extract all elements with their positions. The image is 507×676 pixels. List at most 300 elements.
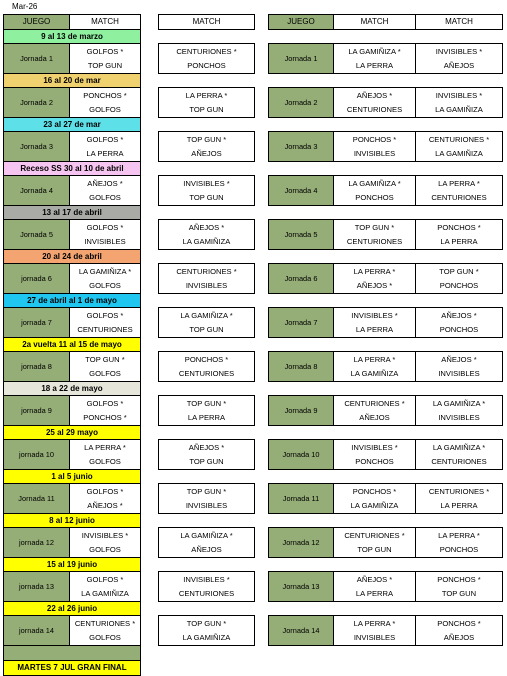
gap-cell [255, 528, 269, 558]
gap-cell [141, 308, 159, 338]
away-team: TOP GUN [189, 192, 224, 202]
blank-cell [334, 602, 416, 616]
home-team: CENTURIONES * [428, 134, 490, 144]
jornada-label-right: Jornada 3 [269, 132, 334, 162]
dates-row [4, 206, 503, 220]
blank-cell [416, 206, 503, 220]
header-match-1: MATCH [70, 15, 141, 30]
match-cell-4 [416, 132, 503, 162]
dates-row [4, 426, 503, 440]
away-team: CENTURIONES [346, 104, 403, 114]
home-team: INVISIBLES * [351, 442, 398, 452]
gap-cell [141, 220, 159, 250]
match-cell-1 [70, 484, 141, 514]
blank-cell [141, 206, 159, 220]
away-team: PONCHOS [439, 280, 479, 290]
jornada-label-left: Jornada 1 [4, 44, 70, 74]
blank-cell [255, 338, 269, 352]
away-team: GOLFOS [89, 544, 121, 554]
blank-cell [334, 74, 416, 88]
home-team: GOLFOS * [86, 574, 124, 584]
blank-cell [255, 74, 269, 88]
blank-cell [269, 514, 334, 528]
home-team: PONCHOS * [83, 90, 127, 100]
match-cell-1 [70, 440, 141, 470]
blank-cell [334, 338, 416, 352]
header-row [4, 15, 503, 30]
match-row [4, 396, 503, 426]
match-cell-3 [334, 264, 416, 294]
dates-row [4, 514, 503, 528]
match-row [4, 616, 503, 646]
gap-cell [141, 132, 159, 162]
home-team: LA PERRA * [438, 178, 480, 188]
home-team: INVISIBLES * [183, 178, 230, 188]
home-team: INVISIBLES * [435, 46, 483, 56]
blank-cell [141, 558, 159, 572]
match-cell-1 [70, 352, 141, 382]
match-row [4, 572, 503, 602]
home-team: PONCHOS * [352, 134, 397, 144]
away-team: TOP GUN [189, 456, 224, 466]
away-team: GOLFOS [89, 368, 121, 378]
away-team: LA PERRA [187, 412, 226, 422]
blank-cell [141, 426, 159, 440]
match-cell-3 [334, 572, 416, 602]
blank-cell [334, 382, 416, 396]
dates-label: 25 al 29 mayo [4, 426, 141, 440]
jornada-label-right: Jornada 9 [269, 396, 334, 426]
away-team: AÑEJOS [359, 412, 390, 422]
dates-label: 15 al 19 junio [4, 558, 141, 572]
gap-cell [255, 308, 269, 338]
blank-cell [269, 602, 334, 616]
gap-cell [141, 528, 159, 558]
dates-row [4, 162, 503, 176]
match-cell-4 [416, 572, 503, 602]
blank-cell [416, 74, 503, 88]
home-team: PONCHOS * [437, 222, 481, 232]
away-team: LA GAMIÑIZA [350, 368, 399, 378]
blank-cell [159, 514, 255, 528]
blank-cell [159, 338, 255, 352]
home-team: TOP GUN * [186, 486, 227, 496]
away-team: TOP GUN [441, 588, 477, 598]
blank-cell [269, 294, 334, 308]
dates-row [4, 30, 503, 44]
blank-cell [334, 470, 416, 484]
match-cell-1 [70, 88, 141, 118]
away-team: LA PERRA [355, 60, 394, 70]
blank-cell [159, 118, 255, 132]
home-team: INVISIBLES * [435, 90, 483, 100]
final-row [4, 661, 503, 676]
away-team: TOP GUN [189, 104, 224, 114]
blank-cell [416, 118, 503, 132]
gap-cell [255, 572, 269, 602]
match-cell-1 [70, 176, 141, 206]
blank-cell [334, 514, 416, 528]
match-cell-3 [334, 308, 416, 338]
blank-cell [255, 30, 269, 44]
blank-cell [334, 118, 416, 132]
gap-cell [255, 88, 269, 118]
home-team: TOP GUN * [85, 354, 125, 364]
jornada-label-right: Jornada 11 [269, 484, 334, 514]
jornada-label-right: Jornada 2 [269, 88, 334, 118]
blank-cell [159, 250, 255, 264]
header-juego-left: JUEGO [4, 15, 70, 30]
blank-cell [255, 602, 269, 616]
blank-cell [269, 382, 334, 396]
dates-row [4, 74, 503, 88]
jornada-label-left: jornada 6 [4, 264, 70, 294]
blank-cell [255, 426, 269, 440]
blank-cell [269, 162, 334, 176]
away-team: LA GAMIÑIZA [182, 632, 231, 642]
jornada-label-right: Jornada 1 [269, 44, 334, 74]
gap-cell [255, 352, 269, 382]
gap-cell [255, 264, 269, 294]
gap-cell [141, 572, 159, 602]
blank-cell [141, 646, 159, 661]
match-cell-3 [334, 352, 416, 382]
match-cell-3 [334, 484, 416, 514]
match-cell-1 [70, 220, 141, 250]
away-team: LA GAMIÑIZA [81, 588, 129, 598]
home-team: LA PERRA * [353, 266, 396, 276]
home-team: GOLFOS * [86, 222, 124, 232]
header-match-4: MATCH [416, 15, 503, 30]
match-cell-1 [70, 396, 141, 426]
match-cell-4 [416, 396, 503, 426]
jornada-label-right: Jornada 12 [269, 528, 334, 558]
match-cell-4 [416, 44, 503, 74]
header-match-2: MATCH [159, 15, 255, 30]
blank-cell [269, 661, 334, 676]
home-team: AÑEJOS * [87, 178, 123, 188]
match-row [4, 440, 503, 470]
home-team: CENTURIONES * [176, 266, 237, 276]
jornada-label-left: jornada 12 [4, 528, 70, 558]
match-cell-4 [416, 308, 503, 338]
home-team: INVISIBLES * [81, 530, 129, 540]
dates-row [4, 250, 503, 264]
blank-cell [141, 602, 159, 616]
blank-cell [269, 558, 334, 572]
blank-cell [159, 74, 255, 88]
away-team: LA GAMIÑIZA [435, 104, 483, 114]
match-row [4, 44, 503, 74]
blank-cell [255, 470, 269, 484]
away-team: CENTURIONES [346, 236, 403, 246]
match-cell-2 [159, 484, 255, 514]
home-team: TOP GUN * [186, 618, 227, 628]
gap-cell [255, 396, 269, 426]
dates-row [4, 602, 503, 616]
blank-cell [269, 30, 334, 44]
schedule-table [3, 14, 503, 676]
match-row [4, 132, 503, 162]
match-row [4, 484, 503, 514]
match-cell-2 [159, 352, 255, 382]
blank-cell [159, 206, 255, 220]
home-team: CENTURIONES * [176, 46, 237, 56]
match-cell-2 [159, 572, 255, 602]
blank-cell [416, 514, 503, 528]
home-team: INVISIBLES * [351, 310, 398, 320]
home-team: AÑEJOS * [356, 574, 393, 584]
blank-cell [416, 30, 503, 44]
away-team: PONCHOS [439, 544, 479, 554]
blank-cell [416, 426, 503, 440]
blank-cell [255, 646, 269, 661]
match-cell-4 [416, 440, 503, 470]
blank-cell [269, 250, 334, 264]
blank-cell [141, 382, 159, 396]
match-row [4, 88, 503, 118]
home-team: GOLFOS * [86, 398, 124, 408]
blank-cell [416, 558, 503, 572]
match-cell-1 [70, 308, 141, 338]
blank-cell [255, 558, 269, 572]
blank-cell [141, 250, 159, 264]
away-team: GOLFOS [89, 104, 121, 114]
match-cell-3 [334, 616, 416, 646]
dates-row [4, 118, 503, 132]
gap-cell [141, 44, 159, 74]
blank-cell [141, 74, 159, 88]
away-team: CENTURIONES [77, 324, 133, 334]
match-cell-2 [159, 440, 255, 470]
match-row [4, 264, 503, 294]
match-cell-4 [416, 616, 503, 646]
dates-row [4, 558, 503, 572]
home-team: LA GAMIÑIZA * [348, 178, 401, 188]
home-team: AÑEJOS * [441, 354, 477, 364]
match-row [4, 308, 503, 338]
away-team: GOLFOS [89, 192, 121, 202]
match-cell-1 [70, 572, 141, 602]
jornada-label-right: Jornada 14 [269, 616, 334, 646]
dates-label: 1 al 5 junio [4, 470, 141, 484]
blank-cell [141, 514, 159, 528]
match-cell-4 [416, 352, 503, 382]
away-team: LA PERRA [86, 148, 124, 158]
blank-cell [255, 382, 269, 396]
away-team: AÑEJOS * [356, 280, 393, 290]
home-team: GOLFOS * [86, 134, 124, 144]
home-team: TOP GUN * [439, 266, 479, 276]
jornada-label-right: Jornada 6 [269, 264, 334, 294]
home-team: TOP GUN * [354, 222, 395, 232]
dates-label: 2a vuelta 11 al 15 de mayo [4, 338, 141, 352]
jornada-label-right: Jornada 13 [269, 572, 334, 602]
blank-cell [416, 250, 503, 264]
away-team: LA GAMIÑIZA [435, 148, 483, 158]
blank-cell [269, 118, 334, 132]
match-cell-2 [159, 132, 255, 162]
home-team: GOLFOS * [86, 310, 124, 320]
blank-cell [255, 206, 269, 220]
away-team: TOP GUN [189, 324, 224, 334]
home-team: PONCHOS * [437, 574, 481, 584]
match-row [4, 352, 503, 382]
away-team: PONCHOS [439, 324, 479, 334]
dates-label: 27 de abril al 1 de mayo [4, 294, 141, 308]
home-team: LA GAMIÑIZA * [432, 442, 486, 452]
blank-cell [334, 30, 416, 44]
final-label: MARTES 7 JUL GRAN FINAL [4, 661, 141, 676]
away-team: PONCHOS [355, 192, 394, 202]
blank-cell [334, 206, 416, 220]
match-cell-4 [416, 484, 503, 514]
home-team: AÑEJOS * [356, 90, 393, 100]
home-team: PONCHOS * [437, 618, 481, 628]
blank-cell [334, 294, 416, 308]
home-team: PONCHOS * [352, 486, 397, 496]
jornada-label-right: Jornada 4 [269, 176, 334, 206]
blank-cell [416, 661, 503, 676]
gap-cell [255, 484, 269, 514]
blank-cell [159, 30, 255, 44]
gap-cell [255, 132, 269, 162]
jornada-label-left: Jornada 5 [4, 220, 70, 250]
blank-cell [141, 118, 159, 132]
match-row [4, 528, 503, 558]
gap-cell [141, 352, 159, 382]
home-team: LA PERRA * [185, 90, 228, 100]
jornada-label-left: jornada 8 [4, 352, 70, 382]
match-cell-3 [334, 176, 416, 206]
dates-row [4, 470, 503, 484]
away-team: CENTURIONES [178, 588, 235, 598]
jornada-label-left: Jornada 4 [4, 176, 70, 206]
blank-cell [416, 294, 503, 308]
home-team: TOP GUN * [186, 134, 227, 144]
match-cell-3 [334, 220, 416, 250]
blank-cell [159, 426, 255, 440]
jornada-label-right: Jornada 5 [269, 220, 334, 250]
away-team: INVISIBLES [438, 368, 480, 378]
home-team: LA GAMIÑIZA * [180, 310, 233, 320]
home-team: CENTURIONES * [428, 486, 490, 496]
blank-cell [269, 206, 334, 220]
blank-cell [334, 646, 416, 661]
gap-cell [255, 616, 269, 646]
spacer-row [4, 646, 503, 661]
blank-cell [159, 294, 255, 308]
away-team: PONCHOS * [83, 412, 127, 422]
gap-cell [141, 396, 159, 426]
match-cell-4 [416, 176, 503, 206]
match-cell-4 [416, 88, 503, 118]
blank-cell [416, 162, 503, 176]
away-team: CENTURIONES [431, 192, 487, 202]
match-cell-4 [416, 528, 503, 558]
date-stamp: Mar-26 [12, 2, 38, 11]
away-team: TOP GUN [87, 60, 123, 70]
match-cell-1 [70, 44, 141, 74]
blank-cell [141, 661, 159, 676]
match-cell-2 [159, 220, 255, 250]
away-team: PONCHOS [355, 456, 394, 466]
home-team: CENTURIONES * [344, 398, 405, 408]
header-match-3: MATCH [334, 15, 416, 30]
home-team: AÑEJOS * [188, 222, 225, 232]
away-team: AÑEJOS [191, 544, 222, 554]
home-team: GOLFOS * [86, 486, 124, 496]
match-cell-3 [334, 88, 416, 118]
gap-cell [141, 440, 159, 470]
home-team: PONCHOS * [184, 354, 229, 364]
match-cell-2 [159, 88, 255, 118]
away-team: AÑEJOS [443, 632, 475, 642]
blank-cell [141, 30, 159, 44]
dates-row [4, 294, 503, 308]
blank-cell [159, 646, 255, 661]
jornada-label-right: Jornada 10 [269, 440, 334, 470]
dates-row [4, 382, 503, 396]
blank-cell [416, 470, 503, 484]
match-cell-3 [334, 528, 416, 558]
blank-cell [141, 294, 159, 308]
blank-cell [255, 250, 269, 264]
home-team: AÑEJOS * [441, 310, 477, 320]
match-cell-2 [159, 616, 255, 646]
match-cell-1 [70, 132, 141, 162]
gap-cell [141, 264, 159, 294]
blank-cell [159, 602, 255, 616]
blank-cell [334, 661, 416, 676]
dates-label: 18 a 22 de mayo [4, 382, 141, 396]
away-team: INVISIBLES [438, 412, 480, 422]
match-cell-3 [334, 440, 416, 470]
blank-cell [159, 470, 255, 484]
gap-cell [255, 176, 269, 206]
home-team: GOLFOS * [86, 46, 124, 56]
away-team: GOLFOS [89, 456, 121, 466]
match-cell-2 [159, 528, 255, 558]
jornada-label-left: jornada 14 [4, 616, 70, 646]
blank-cell [269, 74, 334, 88]
dates-label: 13 al 17 de abril [4, 206, 141, 220]
blank-cell [141, 162, 159, 176]
home-team: LA PERRA * [353, 354, 396, 364]
home-team: TOP GUN * [186, 398, 227, 408]
match-cell-3 [334, 132, 416, 162]
blank-cell [255, 514, 269, 528]
away-team: CENTURIONES [178, 368, 235, 378]
home-team: AÑEJOS * [188, 442, 225, 452]
away-team: LA GAMIÑIZA [350, 500, 399, 510]
match-cell-4 [416, 264, 503, 294]
blank-cell [334, 558, 416, 572]
jornada-label-left: jornada 13 [4, 572, 70, 602]
blank-cell [255, 661, 269, 676]
jornada-label-left: jornada 10 [4, 440, 70, 470]
match-cell-2 [159, 44, 255, 74]
home-team: CENTURIONES * [74, 618, 136, 628]
gap-cell [255, 220, 269, 250]
gap-cell [255, 440, 269, 470]
match-cell-3 [334, 396, 416, 426]
match-cell-2 [159, 308, 255, 338]
blank-cell [141, 470, 159, 484]
jornada-label-right: Jornada 8 [269, 352, 334, 382]
dates-label: 8 al 12 junio [4, 514, 141, 528]
home-team: LA GAMIÑIZA * [180, 530, 233, 540]
